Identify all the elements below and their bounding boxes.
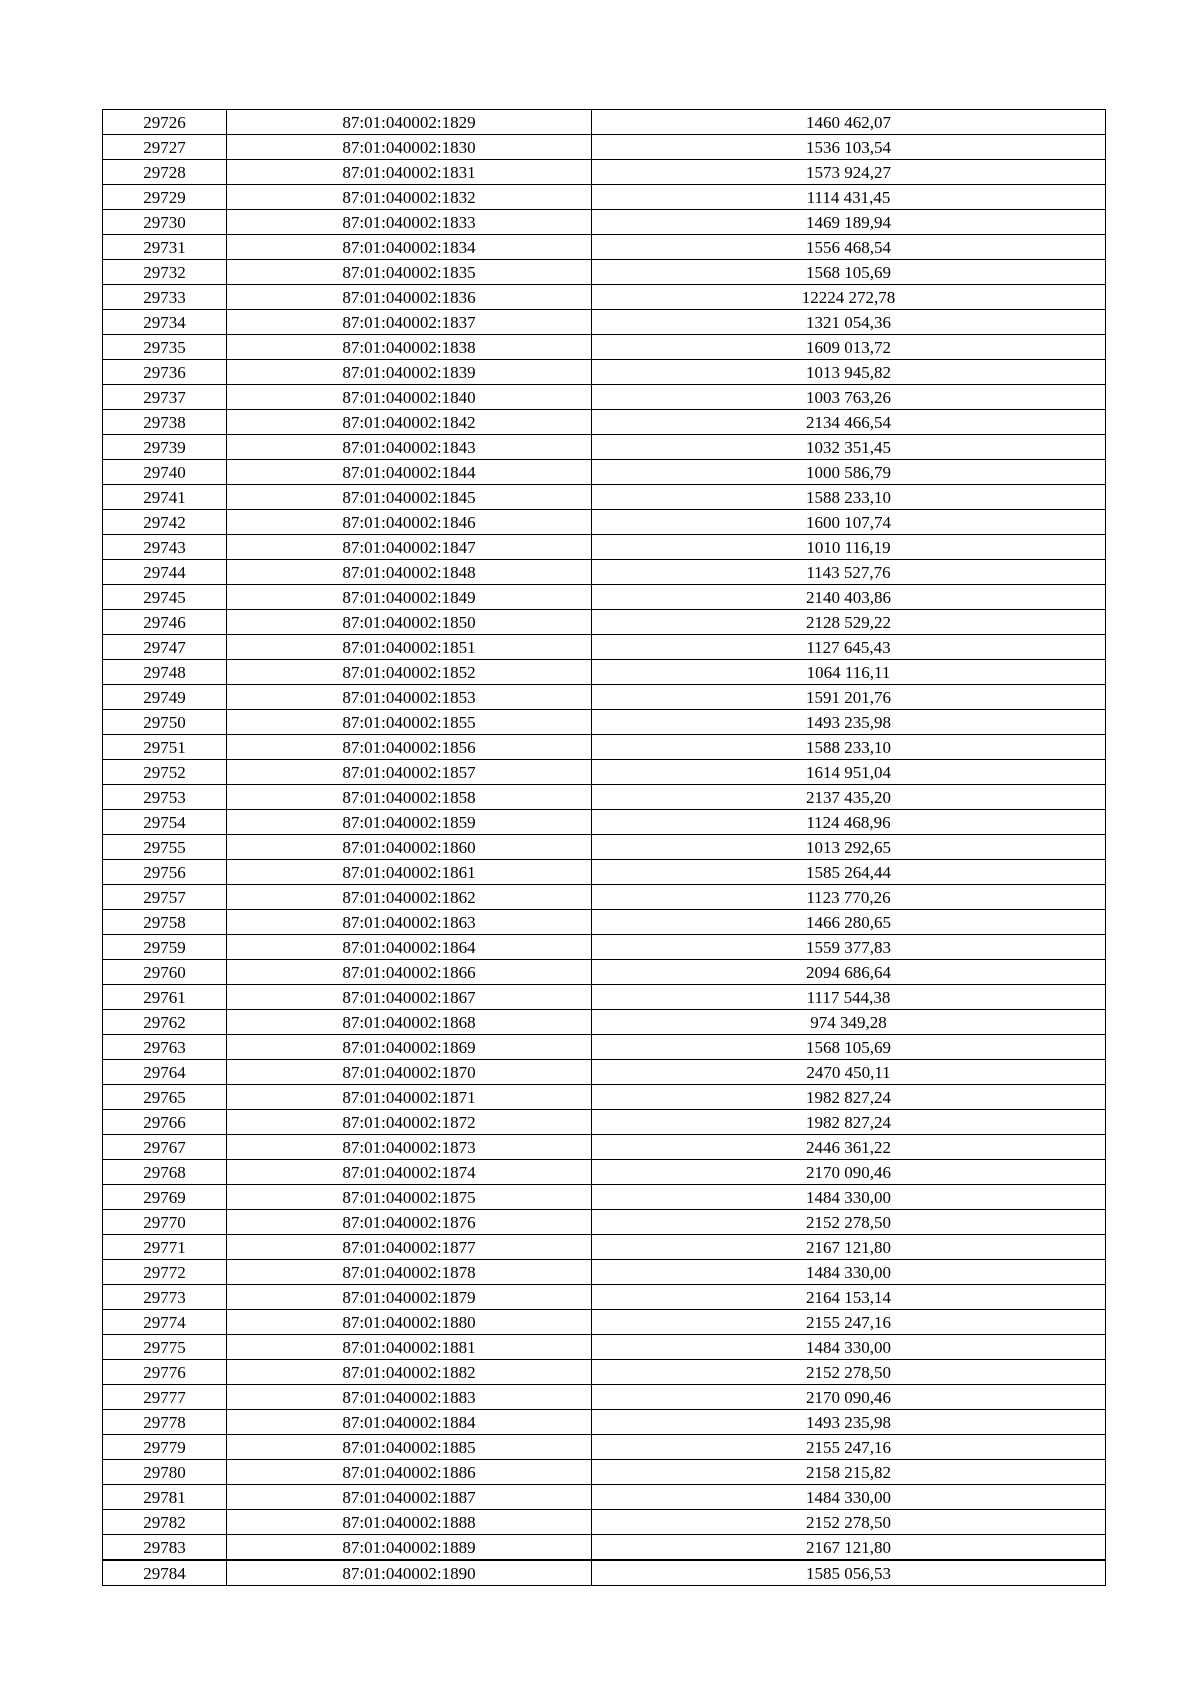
table-row	[103, 1310, 1106, 1335]
table-row	[103, 510, 1106, 535]
table-row	[103, 460, 1106, 485]
cadastral-value-cell: 1003 763,26	[592, 385, 1106, 410]
row-number-cell: 29768	[103, 1160, 227, 1185]
cadastral-number-cell: 87:01:040002:1876	[227, 1210, 592, 1235]
cadastral-value-cell: 1064 116,11	[592, 660, 1106, 685]
table-row	[103, 535, 1106, 560]
table-row	[103, 785, 1106, 810]
row-number-cell: 29769	[103, 1185, 227, 1210]
cadastral-number-cell: 87:01:040002:1889	[227, 1535, 592, 1561]
table-row	[103, 835, 1106, 860]
row-number-cell: 29753	[103, 785, 227, 810]
table-row	[103, 360, 1106, 385]
cadastral-value-cell: 1117 544,38	[592, 985, 1106, 1010]
cadastral-number-cell: 87:01:040002:1866	[227, 960, 592, 985]
table-row	[103, 810, 1106, 835]
row-number-cell: 29731	[103, 235, 227, 260]
cadastral-number-cell: 87:01:040002:1844	[227, 460, 592, 485]
table-row	[103, 1110, 1106, 1135]
cadastral-value-cell: 1466 280,65	[592, 910, 1106, 935]
cadastral-value-cell: 1484 330,00	[592, 1485, 1106, 1510]
cadastral-value-cell: 1536 103,54	[592, 135, 1106, 160]
row-number-cell: 29765	[103, 1085, 227, 1110]
row-number-cell: 29756	[103, 860, 227, 885]
cadastral-value-cell: 2155 247,16	[592, 1435, 1106, 1460]
row-number-cell: 29772	[103, 1260, 227, 1285]
row-number-cell: 29775	[103, 1335, 227, 1360]
cadastral-number-cell: 87:01:040002:1833	[227, 210, 592, 235]
row-number-cell: 29746	[103, 610, 227, 635]
cadastral-value-cell: 1556 468,54	[592, 235, 1106, 260]
cadastral-number-cell: 87:01:040002:1832	[227, 185, 592, 210]
cadastral-number-cell: 87:01:040002:1884	[227, 1410, 592, 1435]
cadastral-value-cell: 1000 586,79	[592, 460, 1106, 485]
table-row	[103, 935, 1106, 960]
cadastral-value-cell: 1568 105,69	[592, 260, 1106, 285]
table-row	[103, 710, 1106, 735]
row-number-cell: 29743	[103, 535, 227, 560]
cadastral-number-cell: 87:01:040002:1856	[227, 735, 592, 760]
row-number-cell: 29745	[103, 585, 227, 610]
cadastral-value-cell: 1588 233,10	[592, 735, 1106, 760]
cadastral-number-cell: 87:01:040002:1848	[227, 560, 592, 585]
cadastral-number-cell: 87:01:040002:1880	[227, 1310, 592, 1335]
cadastral-value-cell: 974 349,28	[592, 1010, 1106, 1035]
row-number-cell: 29760	[103, 960, 227, 985]
table-row	[103, 210, 1106, 235]
table-row	[103, 435, 1106, 460]
cadastral-number-cell: 87:01:040002:1859	[227, 810, 592, 835]
row-number-cell: 29764	[103, 1060, 227, 1085]
cadastral-value-cell: 2140 403,86	[592, 585, 1106, 610]
cadastral-value-cell: 1127 645,43	[592, 635, 1106, 660]
cadastral-value-cell: 1013 292,65	[592, 835, 1106, 860]
table-row	[103, 910, 1106, 935]
row-number-cell: 29767	[103, 1135, 227, 1160]
cadastral-value-cell: 2094 686,64	[592, 960, 1106, 985]
cadastral-number-cell: 87:01:040002:1873	[227, 1135, 592, 1160]
cadastral-number-cell: 87:01:040002:1869	[227, 1035, 592, 1060]
cadastral-number-cell: 87:01:040002:1837	[227, 310, 592, 335]
cadastral-value-cell: 2167 121,80	[592, 1535, 1106, 1561]
row-number-cell: 29734	[103, 310, 227, 335]
cadastral-number-cell: 87:01:040002:1840	[227, 385, 592, 410]
table-row	[103, 185, 1106, 210]
cadastral-value-cell: 2158 215,82	[592, 1460, 1106, 1485]
table-row	[103, 885, 1106, 910]
cadastral-value-cell: 1609 013,72	[592, 335, 1106, 360]
cadastral-number-cell: 87:01:040002:1846	[227, 510, 592, 535]
cadastral-value-cell: 2470 450,11	[592, 1060, 1106, 1085]
cadastral-number-cell: 87:01:040002:1885	[227, 1435, 592, 1460]
table-body	[103, 110, 1106, 1586]
cadastral-number-cell: 87:01:040002:1867	[227, 985, 592, 1010]
cadastral-number-cell: 87:01:040002:1849	[227, 585, 592, 610]
cadastral-value-cell: 1013 945,82	[592, 360, 1106, 385]
cadastral-value-cell: 2170 090,46	[592, 1160, 1106, 1185]
cadastral-number-cell: 87:01:040002:1855	[227, 710, 592, 735]
cadastral-value-cell: 2137 435,20	[592, 785, 1106, 810]
row-number-cell: 29778	[103, 1410, 227, 1435]
cadastral-number-cell: 87:01:040002:1853	[227, 685, 592, 710]
cadastral-number-cell: 87:01:040002:1851	[227, 635, 592, 660]
cadastral-value-cell: 2446 361,22	[592, 1135, 1106, 1160]
row-number-cell: 29739	[103, 435, 227, 460]
cadastral-number-cell: 87:01:040002:1835	[227, 260, 592, 285]
row-number-cell: 29774	[103, 1310, 227, 1335]
row-number-cell: 29733	[103, 285, 227, 310]
table-row	[103, 1535, 1106, 1561]
cadastral-number-cell: 87:01:040002:1836	[227, 285, 592, 310]
row-number-cell: 29758	[103, 910, 227, 935]
cadastral-number-cell: 87:01:040002:1868	[227, 1010, 592, 1035]
row-number-cell: 29742	[103, 510, 227, 535]
cadastral-number-cell: 87:01:040002:1842	[227, 410, 592, 435]
cadastral-value-cell: 2128 529,22	[592, 610, 1106, 635]
cadastral-value-cell: 1493 235,98	[592, 710, 1106, 735]
row-number-cell: 29761	[103, 985, 227, 1010]
row-number-cell: 29777	[103, 1385, 227, 1410]
table-row	[103, 985, 1106, 1010]
table-row	[103, 110, 1106, 135]
cadastral-number-cell: 87:01:040002:1831	[227, 160, 592, 185]
table-row	[103, 685, 1106, 710]
cadastral-value-cell: 2170 090,46	[592, 1385, 1106, 1410]
table-row	[103, 1060, 1106, 1085]
table-row	[103, 1335, 1106, 1360]
cadastral-value-cell: 1484 330,00	[592, 1260, 1106, 1285]
cadastral-value-cell: 1032 351,45	[592, 435, 1106, 460]
row-number-cell: 29730	[103, 210, 227, 235]
cadastral-number-cell: 87:01:040002:1829	[227, 110, 592, 135]
table-row	[103, 585, 1106, 610]
cadastral-value-cell: 1591 201,76	[592, 685, 1106, 710]
cadastral-number-cell: 87:01:040002:1834	[227, 235, 592, 260]
table-row	[103, 235, 1106, 260]
row-number-cell: 29727	[103, 135, 227, 160]
row-number-cell: 29747	[103, 635, 227, 660]
cadastral-value-cell: 1114 431,45	[592, 185, 1106, 210]
cadastral-value-cell: 1484 330,00	[592, 1185, 1106, 1210]
cadastral-value-cell: 1321 054,36	[592, 310, 1106, 335]
row-number-cell: 29741	[103, 485, 227, 510]
cadastral-number-cell: 87:01:040002:1888	[227, 1510, 592, 1535]
cadastral-number-cell: 87:01:040002:1862	[227, 885, 592, 910]
cadastral-value-cell: 2155 247,16	[592, 1310, 1106, 1335]
cadastral-value-cell: 1010 116,19	[592, 535, 1106, 560]
row-number-cell: 29749	[103, 685, 227, 710]
cadastral-value-cell: 1573 924,27	[592, 160, 1106, 185]
row-number-cell: 29782	[103, 1510, 227, 1535]
table-row	[103, 285, 1106, 310]
cadastral-value-cell: 1588 233,10	[592, 485, 1106, 510]
table-row	[103, 1160, 1106, 1185]
cadastral-value-cell: 1143 527,76	[592, 560, 1106, 585]
cadastral-value-cell: 1600 107,74	[592, 510, 1106, 535]
row-number-cell: 29779	[103, 1435, 227, 1460]
table-row	[103, 1360, 1106, 1385]
table-row	[103, 960, 1106, 985]
table-row	[103, 1260, 1106, 1285]
row-number-cell: 29732	[103, 260, 227, 285]
row-number-cell: 29780	[103, 1460, 227, 1485]
table-row	[103, 635, 1106, 660]
cadastral-value-cell: 2164 153,14	[592, 1285, 1106, 1310]
row-number-cell: 29738	[103, 410, 227, 435]
row-number-cell: 29776	[103, 1360, 227, 1385]
cadastral-number-cell: 87:01:040002:1863	[227, 910, 592, 935]
row-number-cell: 29763	[103, 1035, 227, 1060]
cadastral-value-cell: 1982 827,24	[592, 1085, 1106, 1110]
cadastral-number-cell: 87:01:040002:1881	[227, 1335, 592, 1360]
table-row	[103, 335, 1106, 360]
cadastral-number-cell: 87:01:040002:1852	[227, 660, 592, 685]
cadastral-value-table	[102, 109, 1106, 1586]
cadastral-value-cell: 1493 235,98	[592, 1410, 1106, 1435]
table-row	[103, 135, 1106, 160]
row-number-cell: 29729	[103, 185, 227, 210]
row-number-cell: 29771	[103, 1235, 227, 1260]
cadastral-number-cell: 87:01:040002:1874	[227, 1160, 592, 1185]
cadastral-value-cell: 1585 056,53	[592, 1560, 1106, 1586]
row-number-cell: 29755	[103, 835, 227, 860]
table-row	[103, 485, 1106, 510]
cadastral-number-cell: 87:01:040002:1886	[227, 1460, 592, 1485]
table-row	[103, 1485, 1106, 1510]
table-row	[103, 410, 1106, 435]
cadastral-number-cell: 87:01:040002:1883	[227, 1385, 592, 1410]
row-number-cell: 29736	[103, 360, 227, 385]
cadastral-number-cell: 87:01:040002:1843	[227, 435, 592, 460]
row-number-cell: 29740	[103, 460, 227, 485]
row-number-cell: 29728	[103, 160, 227, 185]
table-row	[103, 760, 1106, 785]
cadastral-number-cell: 87:01:040002:1839	[227, 360, 592, 385]
table-row	[103, 310, 1106, 335]
table-row	[103, 1285, 1106, 1310]
row-number-cell: 29770	[103, 1210, 227, 1235]
table-row	[103, 1185, 1106, 1210]
cadastral-number-cell: 87:01:040002:1861	[227, 860, 592, 885]
table-row	[103, 735, 1106, 760]
cadastral-value-cell: 2152 278,50	[592, 1360, 1106, 1385]
table-row	[103, 1010, 1106, 1035]
cadastral-number-cell: 87:01:040002:1845	[227, 485, 592, 510]
cadastral-number-cell: 87:01:040002:1838	[227, 335, 592, 360]
cadastral-number-cell: 87:01:040002:1864	[227, 935, 592, 960]
cadastral-value-cell: 2167 121,80	[592, 1235, 1106, 1260]
cadastral-number-cell: 87:01:040002:1887	[227, 1485, 592, 1510]
table-row	[103, 385, 1106, 410]
cadastral-number-cell: 87:01:040002:1878	[227, 1260, 592, 1285]
cadastral-number-cell: 87:01:040002:1858	[227, 785, 592, 810]
row-number-cell: 29748	[103, 660, 227, 685]
row-number-cell: 29737	[103, 385, 227, 410]
cadastral-value-cell: 1585 264,44	[592, 860, 1106, 885]
table-row	[103, 610, 1106, 635]
row-number-cell: 29735	[103, 335, 227, 360]
cadastral-number-cell: 87:01:040002:1872	[227, 1110, 592, 1135]
table-row	[103, 260, 1106, 285]
cadastral-value-cell: 2134 466,54	[592, 410, 1106, 435]
cadastral-number-cell: 87:01:040002:1860	[227, 835, 592, 860]
cadastral-number-cell: 87:01:040002:1882	[227, 1360, 592, 1385]
cadastral-number-cell: 87:01:040002:1857	[227, 760, 592, 785]
cadastral-number-cell: 87:01:040002:1850	[227, 610, 592, 635]
table-row	[103, 1035, 1106, 1060]
row-number-cell: 29762	[103, 1010, 227, 1035]
table-row	[103, 1235, 1106, 1260]
table-row	[103, 560, 1106, 585]
cadastral-number-cell: 87:01:040002:1870	[227, 1060, 592, 1085]
table-row	[103, 1385, 1106, 1410]
cadastral-number-cell: 87:01:040002:1847	[227, 535, 592, 560]
table-row	[103, 160, 1106, 185]
cadastral-number-cell: 87:01:040002:1879	[227, 1285, 592, 1310]
cadastral-value-cell: 12224 272,78	[592, 285, 1106, 310]
row-number-cell: 29784	[103, 1560, 227, 1586]
cadastral-number-cell: 87:01:040002:1830	[227, 135, 592, 160]
table-row	[103, 1460, 1106, 1485]
row-number-cell: 29752	[103, 760, 227, 785]
row-number-cell: 29773	[103, 1285, 227, 1310]
cadastral-value-cell: 1559 377,83	[592, 935, 1106, 960]
cadastral-value-cell: 1568 105,69	[592, 1035, 1106, 1060]
table-row	[103, 1210, 1106, 1235]
cadastral-value-cell: 2152 278,50	[592, 1210, 1106, 1235]
table-row	[103, 1410, 1106, 1435]
table-row	[103, 860, 1106, 885]
table-row	[103, 1085, 1106, 1110]
row-number-cell: 29766	[103, 1110, 227, 1135]
row-number-cell: 29759	[103, 935, 227, 960]
row-number-cell: 29783	[103, 1535, 227, 1561]
row-number-cell: 29744	[103, 560, 227, 585]
cadastral-value-cell: 1982 827,24	[592, 1110, 1106, 1135]
row-number-cell: 29751	[103, 735, 227, 760]
cadastral-number-cell: 87:01:040002:1890	[227, 1560, 592, 1586]
cadastral-value-cell: 1484 330,00	[592, 1335, 1106, 1360]
row-number-cell: 29757	[103, 885, 227, 910]
cadastral-number-cell: 87:01:040002:1875	[227, 1185, 592, 1210]
row-number-cell: 29754	[103, 810, 227, 835]
cadastral-value-cell: 1469 189,94	[592, 210, 1106, 235]
cadastral-number-cell: 87:01:040002:1877	[227, 1235, 592, 1260]
cadastral-number-cell: 87:01:040002:1871	[227, 1085, 592, 1110]
cadastral-value-cell: 1460 462,07	[592, 110, 1106, 135]
cadastral-value-cell: 1123 770,26	[592, 885, 1106, 910]
table-row	[103, 660, 1106, 685]
table-row	[103, 1560, 1106, 1586]
cadastral-value-cell: 1124 468,96	[592, 810, 1106, 835]
cadastral-value-cell: 1614 951,04	[592, 760, 1106, 785]
row-number-cell: 29781	[103, 1485, 227, 1510]
table-row	[103, 1510, 1106, 1535]
row-number-cell: 29726	[103, 110, 227, 135]
cadastral-value-cell: 2152 278,50	[592, 1510, 1106, 1535]
row-number-cell: 29750	[103, 710, 227, 735]
table-row	[103, 1435, 1106, 1460]
table-row	[103, 1135, 1106, 1160]
